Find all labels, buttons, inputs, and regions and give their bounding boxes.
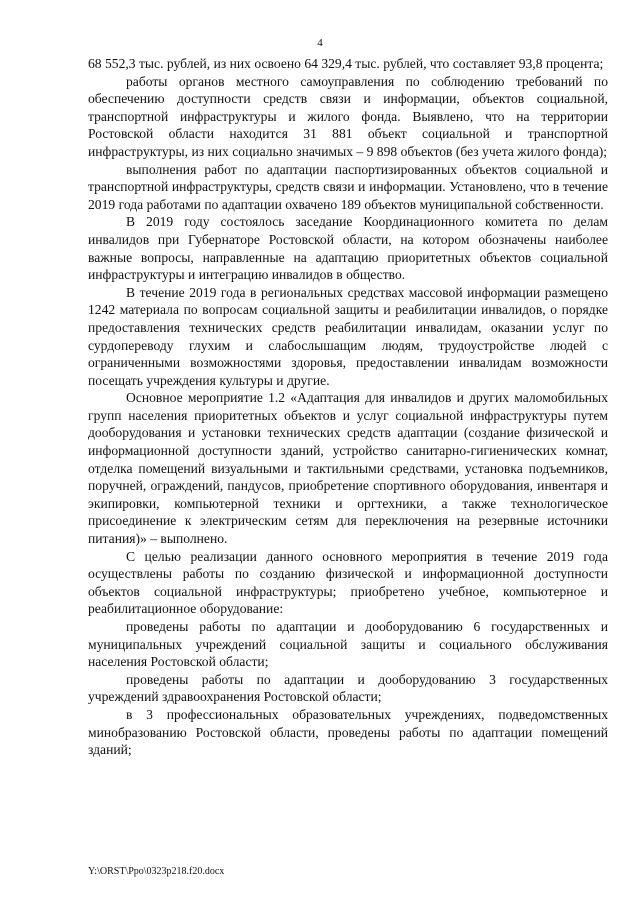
paragraph-9: проведены работы по адаптации и дооборудованию 3 государственных учреждений здравоохранения Ростовской области;	[88, 671, 608, 705]
file-path-footer: Y:\ORST\Ppo\0323p218.f20.docx	[88, 866, 225, 877]
paragraph-10: в 3 профессиональных образовательных учреждениях, подведомственных минобразованию Ростовской области, проведены работы по адаптации помещений зданий;	[88, 706, 608, 758]
page-number: 4	[317, 37, 323, 49]
paragraph-1: 68 552,3 тыс. рублей, из них освоено 64 329,4 тыс. рублей, что составляет 93,8 процента;	[88, 56, 604, 71]
paragraph-7: С целью реализации данного основного мероприятия в течение 2019 года осуществлены работы по созданию физической и информационной доступности объектов социальной инфраструктуры; приобретено учебное, компьютерное и реабилитационное оборудование:	[88, 548, 608, 617]
paragraph-5: В течение 2019 года в региональных средствах массовой информации размещено 1242 материала по вопросам социальной защиты и реабилитации инвалидов, о порядке предоставления технических средств реабилитации инвалидам, оказании услуг по сурдопереводу глухим и слабослышащим людям, трудоустройстве людей с ограниченными возможностями здоровья, предоставлении инвалидам возможности посещать учреждения культуры и другие.	[88, 284, 608, 388]
paragraph-8: проведены работы по адаптации и дооборудованию 6 государственных и муниципальных учреждений социальной защиты и социального обслуживания населения Ростовской области;	[88, 619, 608, 670]
paragraph-2: работы органов местного самоуправления по соблюдению требований по обеспечению доступности средств связи и информации, объектов социальной, транспортной инфраструктуры и жилого фонда. Выявлено, что на территории Ростовской области находится 31 881 объект социальной и транспортной инфраструктуры, из них социально значимых – 9 898 объектов (без учета жилого фонда);	[88, 73, 608, 159]
document-body	[88, 55, 608, 759]
paragraph-4: В 2019 году состоялось заседание Координационного комитета по делам инвалидов при Губернаторе Ростовской области, на котором обозначены наиболее важные вопросы, направленные на адаптацию приоритетных объектов социальной инфраструктуры и интеграцию инвалидов в общество.	[88, 214, 608, 283]
paragraph-6: Основное мероприятие 1.2 «Адаптация для инвалидов и других маломобильных групп населения приоритетных объектов и услуг социальной инфраструктуры путем дооборудования и установки технических средств адаптации (создание физической и информационной доступности зданий, устройство санитарно-гигиенических комнат, отделка помещений визуальными и тактильными средствами, установка подъемников, поручней, ограждений, пандусов, приобретение спортивного оборудования, инвентаря и экипировки, компьютерной техники и оргтехники, а также технологическое присоединение к электрическим сетям для переключения на резервные источники питания)» – выполнено.	[88, 390, 608, 547]
paragraph-3: выполнения работ по адаптации паспортизированных объектов социальной и транспортной инфраструктуры, средств связи и информации. Установлено, что в течение 2019 года работами по адаптации охвачено 189 объектов муниципальной собственности.	[88, 161, 608, 212]
